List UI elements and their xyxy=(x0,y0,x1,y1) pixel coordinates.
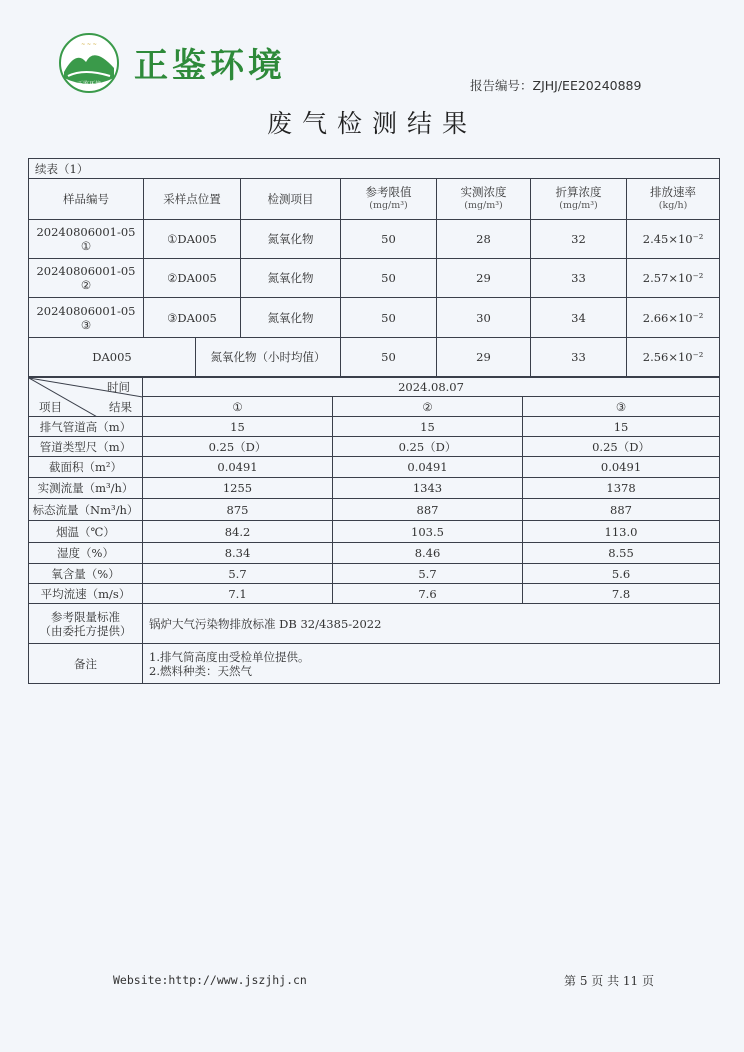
standard-row xyxy=(29,604,720,644)
param-value: 5.7 xyxy=(143,564,333,584)
company-logo xyxy=(58,32,120,94)
param-value: 0.0491 xyxy=(523,457,720,478)
param-value: 8.55 xyxy=(523,543,720,564)
param-value: 887 xyxy=(523,499,720,521)
param-label: 排气管道高（m） xyxy=(29,417,143,437)
param-label: 氧含量（%） xyxy=(29,564,143,584)
header-converted-unit: (mg/m³) xyxy=(559,200,598,211)
converted-cell: 34 xyxy=(531,298,627,338)
table-row xyxy=(29,564,720,584)
header-rate xyxy=(627,179,720,220)
param-value: 875 xyxy=(143,499,333,521)
param-value: 0.25（D） xyxy=(523,437,720,457)
sample-id-cell xyxy=(29,298,144,338)
logo-text: 正鉴环境 xyxy=(76,81,102,88)
header-converted xyxy=(531,179,627,220)
param-value: 103.5 xyxy=(333,521,523,543)
param-value: 8.46 xyxy=(333,543,523,564)
header-sample-id: 样品编号 xyxy=(29,179,144,220)
param-value: 5.7 xyxy=(333,564,523,584)
header-location: 采样点位置 xyxy=(144,179,241,220)
continuation-label: 续表（1） xyxy=(29,159,720,179)
avg-converted-cell: 33 xyxy=(531,338,627,377)
header-measured xyxy=(437,179,531,220)
svg-text:~ ~ ~: ~ ~ ~ xyxy=(81,42,97,48)
param-value: 1378 xyxy=(523,478,720,499)
remarks-cell xyxy=(143,644,720,684)
col-header-1: ① xyxy=(143,397,333,417)
table-row xyxy=(29,220,720,259)
param-value: 0.25（D） xyxy=(143,437,333,457)
remarks-label: 备注 xyxy=(29,644,143,684)
average-row xyxy=(29,338,720,377)
table-row xyxy=(29,437,720,457)
avg-measured-cell: 29 xyxy=(437,338,531,377)
item-cell: 氮氧化物 xyxy=(241,298,341,338)
location-cell: ②DA005 xyxy=(144,259,241,298)
limit-cell: 50 xyxy=(341,298,437,338)
table-row xyxy=(29,499,720,521)
param-label: 截面积（m²） xyxy=(29,457,143,478)
measured-cell: 29 xyxy=(437,259,531,298)
param-value: 113.0 xyxy=(523,521,720,543)
sample-index: ① xyxy=(80,239,92,253)
sample-id: 20240806001-05 xyxy=(36,225,136,239)
limit-cell: 50 xyxy=(341,259,437,298)
remark-line: 2.燃料种类：天然气 xyxy=(149,663,252,678)
header-rate-text: 排放速率 xyxy=(650,185,697,199)
standard-label-line1: 参考限量标准 xyxy=(51,609,120,624)
location-cell: ③DA005 xyxy=(144,298,241,338)
standard-value: 锅炉大气污染物排放标准 DB 32/4385-2022 xyxy=(143,604,720,644)
corner-item-label: 项目 xyxy=(39,400,62,414)
param-value: 84.2 xyxy=(143,521,333,543)
date-cell: 2024.08.07 xyxy=(143,378,720,397)
rate-cell: 2.57×10⁻² xyxy=(627,259,720,298)
standard-label-line2: （由委托方提供） xyxy=(39,623,132,638)
item-cell: 氮氧化物 xyxy=(241,220,341,259)
emission-results-table xyxy=(28,158,720,377)
header-limit xyxy=(341,179,437,220)
table-row xyxy=(29,457,720,478)
standard-label-cell xyxy=(29,604,143,644)
table-row xyxy=(29,259,720,298)
converted-cell: 32 xyxy=(531,220,627,259)
param-label: 实测流量（m³/h） xyxy=(29,478,143,499)
param-value: 7.1 xyxy=(143,584,333,604)
header-measured-text: 实测浓度 xyxy=(460,185,507,199)
header-limit-unit: (mg/m³) xyxy=(369,200,408,211)
table-row xyxy=(29,543,720,564)
avg-item-cell: 氮氧化物（小时均值） xyxy=(196,338,341,377)
header-converted-text: 折算浓度 xyxy=(555,185,602,199)
table-row xyxy=(29,298,720,338)
param-value: 0.0491 xyxy=(333,457,523,478)
converted-cell: 33 xyxy=(531,259,627,298)
page-title: 废气检测结果 xyxy=(266,109,477,138)
item-cell: 氮氧化物 xyxy=(241,259,341,298)
header-measured-unit: (mg/m³) xyxy=(464,200,503,211)
sample-index: ② xyxy=(80,278,92,292)
table-row xyxy=(29,417,720,437)
sample-id: 20240806001-05 xyxy=(36,303,136,318)
footer-website: Website:http://www.jszjhj.cn xyxy=(113,973,307,987)
rate-cell: 2.66×10⁻² xyxy=(627,298,720,338)
header-rate-unit: (kg/h) xyxy=(658,200,688,211)
param-value: 1255 xyxy=(143,478,333,499)
param-label: 湿度（%） xyxy=(29,543,143,564)
limit-cell: 50 xyxy=(341,220,437,259)
brand-name: 正鉴环境 xyxy=(134,46,286,86)
param-value: 15 xyxy=(333,417,523,437)
location-cell: ①DA005 xyxy=(144,220,241,259)
stack-parameters-table xyxy=(28,377,720,684)
corner-header-cell xyxy=(29,378,143,417)
table-header-row xyxy=(29,179,720,220)
param-label: 平均流速（m/s） xyxy=(29,584,143,604)
remarks-row xyxy=(29,644,720,684)
sample-index: ③ xyxy=(80,317,92,332)
param-value: 5.6 xyxy=(523,564,720,584)
sample-id: 20240806001-05 xyxy=(36,264,136,278)
avg-limit-cell: 50 xyxy=(341,338,437,377)
param-value: 7.8 xyxy=(523,584,720,604)
avg-rate-cell: 2.56×10⁻² xyxy=(627,338,720,377)
header-item: 检测项目 xyxy=(241,179,341,220)
param-label: 烟温（℃） xyxy=(29,521,143,543)
param-label: 管道类型尺（m） xyxy=(29,437,143,457)
col-header-3: ③ xyxy=(523,397,720,417)
header-limit-text: 参考限值 xyxy=(365,185,412,199)
report-number: 报告编号：ZJHJ/EE20240889 xyxy=(470,78,642,93)
col-header-2: ② xyxy=(333,397,523,417)
measured-cell: 28 xyxy=(437,220,531,259)
corner-result-label: 结果 xyxy=(109,400,132,414)
remark-line: 1.排气筒高度由受检单位提供。 xyxy=(149,649,310,664)
sample-id-cell xyxy=(29,220,144,259)
sample-id-cell xyxy=(29,259,144,298)
table-row xyxy=(29,478,720,499)
param-value: 887 xyxy=(333,499,523,521)
measured-cell: 30 xyxy=(437,298,531,338)
avg-id-cell: DA005 xyxy=(29,338,196,377)
param-value: 8.34 xyxy=(143,543,333,564)
rate-cell: 2.45×10⁻² xyxy=(627,220,720,259)
param-value: 1343 xyxy=(333,478,523,499)
table-row xyxy=(29,521,720,543)
corner-time-label: 时间 xyxy=(107,380,130,394)
param-value: 0.0491 xyxy=(143,457,333,478)
footer-page-number: 第 5 页 共 11 页 xyxy=(564,974,654,988)
table-row xyxy=(29,584,720,604)
param-value: 0.25（D） xyxy=(333,437,523,457)
param-value: 15 xyxy=(143,417,333,437)
param-value: 7.6 xyxy=(333,584,523,604)
param-label: 标态流量（Nm³/h） xyxy=(29,499,143,521)
param-value: 15 xyxy=(523,417,720,437)
